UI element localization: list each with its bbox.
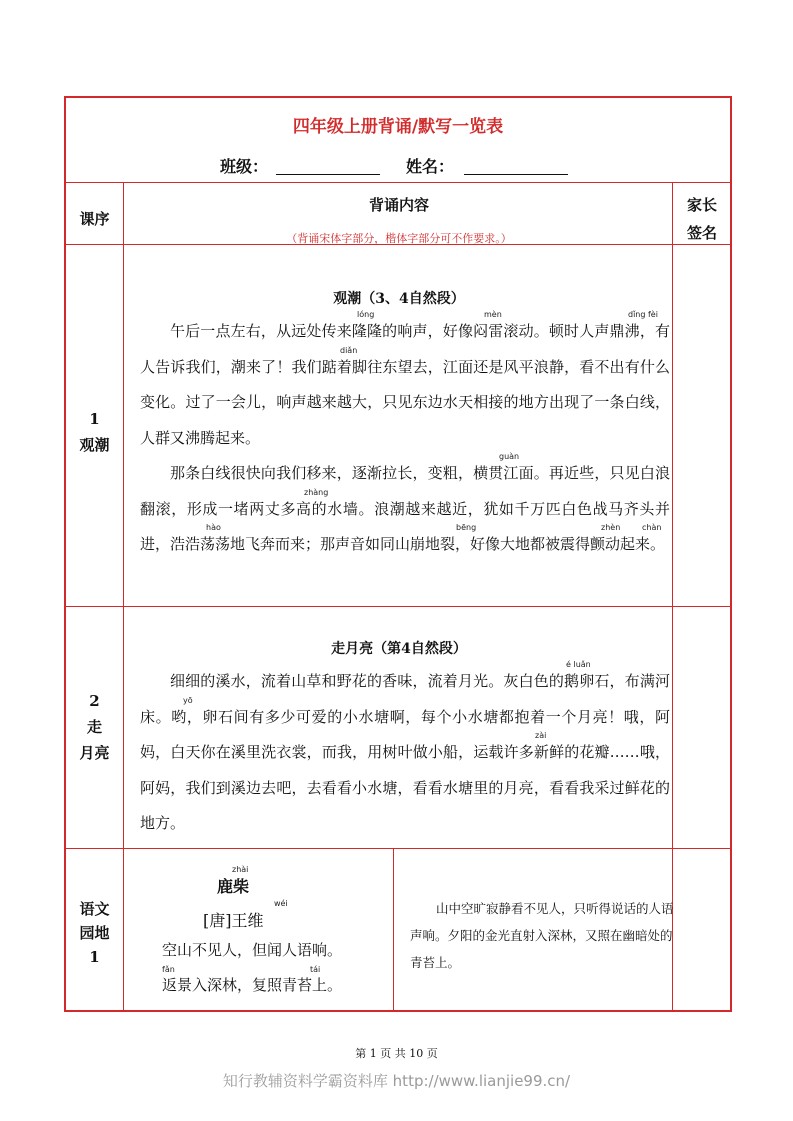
table-divider [393,848,394,1010]
pinyin-annotation: lóng [357,310,375,319]
pinyin-annotation: zhài [232,865,249,874]
pinyin-annotation: fǎn [162,965,175,974]
pinyin-annotation: chàn [642,523,662,532]
lesson-column-header: 课序 [79,210,110,228]
poem-title: 鹿柴 [217,877,250,896]
lesson-name: 语文 [79,900,110,918]
lesson-number: 2 [89,692,100,710]
lesson-name: 园地 [79,924,110,942]
section-title: 走月亮（第4自然段） [331,641,467,657]
lesson-name: 走 [86,718,102,736]
recitation-table [64,96,732,1012]
table-divider [66,182,730,183]
content-column-header: 背诵内容 [368,196,429,214]
pinyin-annotation: zhàng [304,488,329,497]
section-title: 观潮（3、4自然段） [333,291,465,307]
poem-line: 空山不见人，但闻人语响。 [162,941,343,959]
lesson-number: 1 [89,948,100,966]
paragraph: 那条白线很快向我们移来，逐渐拉长，变粗，横贯江面。再近些，只见白浪翻滚，形成一堵两丈多高的水墙。浪潮越来越近，犹如千万匹白色战马齐头并进，浩浩荡荡地飞奔而来；那声音如同山崩地裂，好像大地都被震得颤动起来。 [140,464,670,553]
table-divider [66,606,730,607]
pinyin-annotation: zài [535,731,547,740]
pinyin-annotation: tái [310,965,321,974]
pinyin-annotation: wéi [274,899,288,908]
pinyin-annotation: bēng [456,523,477,532]
poem-author: [唐]王维 [203,911,264,930]
watermark: 知行教辅资料学霸资料库 http://www.lianjie99.cn/ [222,1072,571,1090]
poem-translation: 山中空旷寂静看不见人，只听得说话的人语声响。夕阳的金光直射入深林，又照在幽暗处的青苔上。 [410,901,674,970]
lesson-name: 观潮 [79,436,110,454]
page-title: 四年级上册背诵/默写一览表 [292,117,504,137]
lesson-number: 1 [89,410,100,428]
sign-column-header: 家长 [686,196,717,214]
pinyin-annotation: é luǎn [566,660,591,669]
pinyin-annotation: mèn [484,310,502,319]
content-note: （背诵宋体字部分，楷体字部分可不作要求。） [286,232,512,245]
sign-column-header-2: 签名 [686,224,717,242]
name-blank[interactable] [464,174,568,175]
name-label: 姓名： [406,157,455,176]
class-label: 班级： [220,157,269,176]
poem-line: 返景入深林，复照青苔上。 [162,976,343,994]
pinyin-annotation: yō [183,696,193,705]
pinyin-annotation: zhèn [601,523,621,532]
pinyin-annotation: diǎn [340,346,358,355]
pinyin-annotation: hào [206,523,221,532]
lesson-name: 月亮 [79,744,110,762]
table-divider [123,182,124,1010]
page-footer: 第 1 页 共 10 页 [355,1047,438,1060]
pinyin-annotation: guàn [499,452,520,461]
paragraph: 细细的溪水，流着山草和野花的香味，流着月光。灰白色的鹅卵石，布满河床。哟，卵石间有多少可爱的小水塘啊，每个小水塘都抱着一个月亮！哦，阿妈，白天你在溪里洗衣裳，而我，用树叶做小船，运载许多新鲜的花瓣……哦，阿妈，我们到溪边去吧，去看看小水塘，看看水塘里的月亮，看看我采过鲜花的地方。 [140,672,670,832]
table-divider [66,848,730,849]
pinyin-annotation: dǐng fèi [628,310,658,319]
paragraph: 午后一点左右，从远处传来隆隆的响声，好像闷雷滚动。顿时人声鼎沸，有人告诉我们，潮来了！我们踮着脚往东望去，江面还是风平浪静，看不出有什么变化。过了一会儿，响声越来越大，只见东边水天相接的地方出现了一条白线，人群又沸腾起来。 [140,322,670,447]
table-divider [672,182,673,1010]
class-blank[interactable] [276,174,380,175]
